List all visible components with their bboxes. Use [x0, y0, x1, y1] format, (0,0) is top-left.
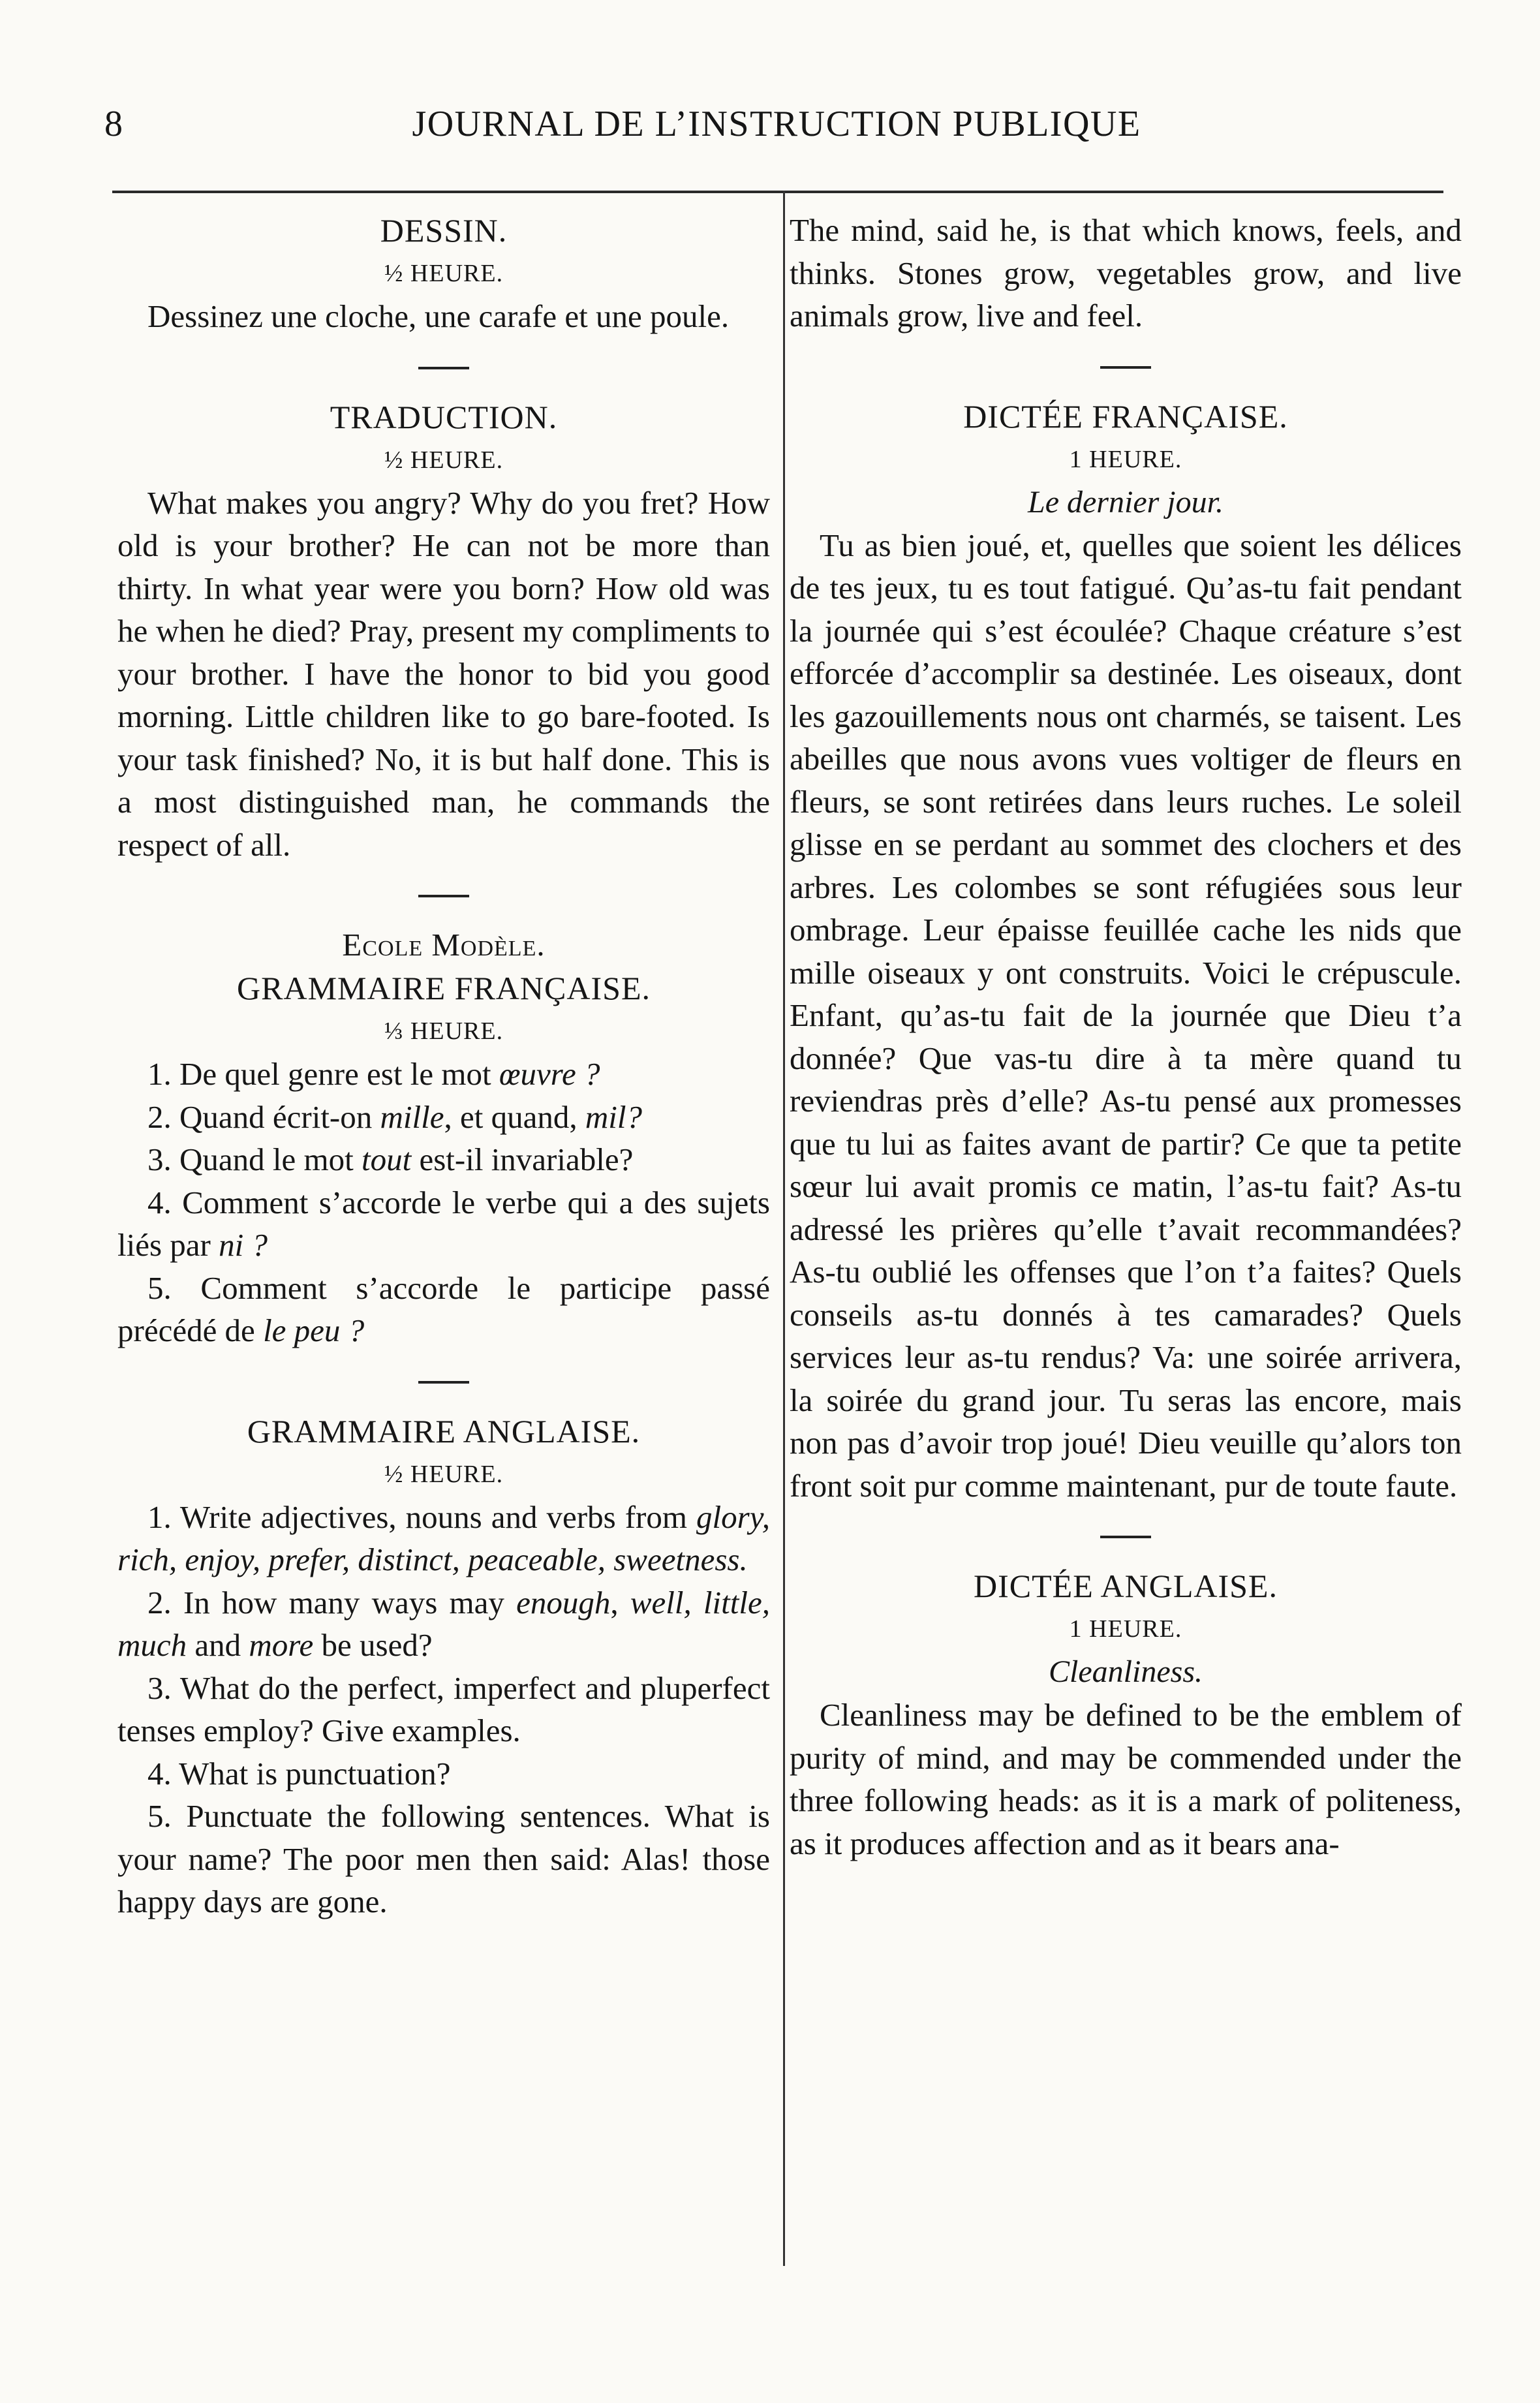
separator-rule — [418, 367, 469, 369]
column-divider — [783, 191, 785, 2266]
header-rule — [112, 191, 1443, 193]
section-grammaire-francaise — [117, 967, 770, 1352]
list-item: 5. Comment s’accorde le participe passé précédé de le peu ? — [117, 1269, 770, 1348]
grammaire-anglaise-heading: GRAMMAIRE ANGLAISE. — [247, 1412, 641, 1450]
page-number: 8 — [104, 104, 123, 144]
traduction-heading: TRADUCTION. — [330, 398, 558, 435]
separator-rule — [418, 1381, 469, 1384]
running-title: JOURNAL DE L’INSTRUCTION PUBLIQUE — [412, 104, 1141, 144]
list-item: 4. What is punctuation? — [147, 1755, 451, 1791]
right-column — [790, 209, 1462, 1865]
ecole-modele-heading: Ecole Modèle. — [342, 927, 546, 963]
section-dictee-francaise — [790, 395, 1462, 1508]
list-item: 1. Write adjectives, nouns and verbs from glory, rich, enjoy, prefer, distinct, peaceable, sweetness. — [117, 1498, 770, 1577]
separator-rule — [1100, 1536, 1151, 1538]
continued-paragraph: The mind, said he, is that which knows, feels, and thinks. Stones grow, vegetables grow, and live animals grow, live and feel. — [790, 212, 1462, 333]
page-header — [0, 0, 1540, 196]
list-item: 3. What do the perfect, imperfect and pluperfect tenses employ? Give examples. — [117, 1669, 770, 1748]
left-column — [117, 209, 770, 1923]
list-item: 3. Quand le mot tout est-il invariable? — [147, 1141, 634, 1177]
grammaire-anglaise-duration: ½ HEURE. — [384, 1460, 504, 1488]
separator-rule — [418, 895, 469, 897]
dictee-francaise-text: Tu as bien joué, et, quelles que soient les délices de tes jeux, tu es tout fatigué. Qu’as-tu fait pendant la journée qui s’est écoulée? Chaque créature s’est efforcée d’accomplir sa destinée. Les oiseaux, dont les gazouillements nous ont charmés, se taisent. Les abeilles que nous avons vues voltiger de fleurs en fleurs, se sont retirées dans leurs ruches. Le soleil glisse en se perdant au sommet des clochers et des arbres. Les colombes se sont réfugiées sous leur ombrage. Leur épaisse feuillée cache les nids que mille oiseaux y ont construits. Voici le crépuscule. Enfant, qu’as-tu fait de la journée que Dieu t’a donnée? Que vas-tu dire à ta mère quand tu reviendras près d’elle? As-tu pensé aux promesses que tu lui as faites avant de partir? Ce que ta petite sœur lui avait promis ce matin, l’as-tu fait? As-tu adressé les prières qu’elle t’avait recommandées? As-tu oublié les offenses que l’on t’a faites? Quels conseils as-tu donnés à tes camarades? Quels services leur as-tu rendus? Va: une soirée arrivera, la soirée du grand jour. Tu seras las encore, mais non pas d’avoir trop joué! Dieu veuille qu’alors ton front soit pur comme maintenant, pur de toute faute. — [790, 527, 1462, 1504]
grammaire-francaise-duration: ⅓ HEURE. — [384, 1017, 504, 1045]
dictee-francaise-heading: DICTÉE FRANÇAISE. — [963, 397, 1288, 435]
grammaire-francaise-heading: GRAMMAIRE FRANÇAISE. — [237, 970, 651, 1006]
dessin-heading: DESSIN. — [380, 212, 508, 249]
list-item: 1. De quel genre est le mot œuvre ? — [147, 1056, 600, 1092]
traduction-text: What makes you angry? Why do you fret? How old is your brother? He can not be more than thirty. In what year were you born? How old was he when he died? Pray, present my compliments to your brother. I have the honor to bid you good morning. Little children like to go bare-footed. Is your task finished? No, it is but half done. This is a most distinguished man, he commands the respect of all. — [117, 484, 770, 863]
dictee-anglaise-heading: DICTÉE ANGLAISE. — [974, 1568, 1278, 1604]
list-item: 5. Punctuate the following sentences. What is your name? The poor men then said: Alas! those happy days are gone. — [117, 1798, 770, 1919]
list-item: 4. Comment s’accorde le verbe qui a des sujets liés par ni ? — [117, 1184, 770, 1263]
dessin-duration: ½ HEURE. — [384, 260, 504, 287]
dictee-francaise-duration: 1 HEURE. — [1069, 445, 1182, 473]
section-grammaire-anglaise — [117, 1410, 770, 1923]
section-traduction — [117, 395, 770, 867]
dictee-anglaise-duration: 1 HEURE. — [1069, 1615, 1182, 1643]
list-item: 2. In how many ways may enough, well, little, much and more be used? — [117, 1584, 770, 1663]
dictee-anglaise-text: Cleanliness may be defined to be the emblem of purity of mind, and may be commended under the three following heads: as it is a mark of politeness, as it produces affection and as it bears ana- — [790, 1697, 1462, 1861]
list-item: 2. Quand écrit-on mille, et quand, mil? — [147, 1098, 642, 1135]
dictee-anglaise-title: Cleanliness. — [1049, 1654, 1203, 1689]
section-dessin — [117, 209, 770, 338]
dessin-text: Dessinez une cloche, une carafe et une poule. — [147, 298, 730, 334]
dictee-francaise-title: Le dernier jour. — [1028, 484, 1224, 519]
section-dictee-anglaise — [790, 1564, 1462, 1865]
traduction-duration: ½ HEURE. — [384, 446, 504, 474]
separator-rule — [1100, 366, 1151, 369]
